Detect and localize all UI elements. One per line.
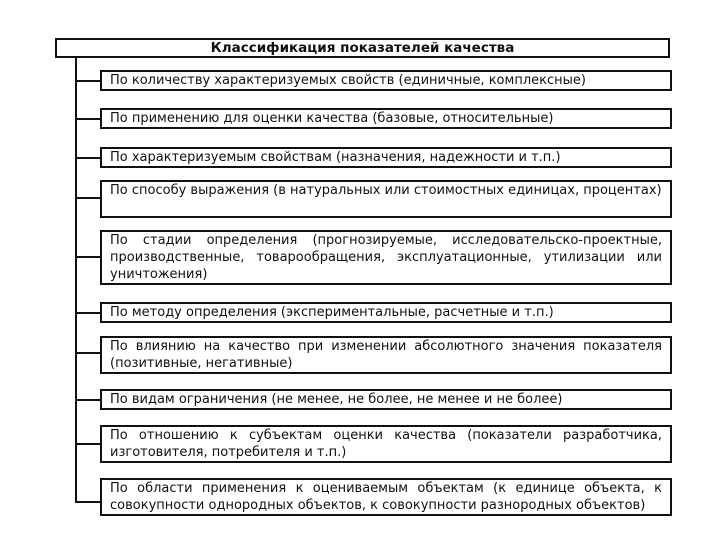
- connector-trunk: [75, 58, 77, 503]
- connector: [75, 197, 100, 199]
- connector: [75, 399, 100, 401]
- connector: [75, 312, 100, 314]
- connector: [75, 352, 100, 354]
- connector: [75, 157, 100, 159]
- connector: [75, 118, 100, 120]
- connector: [75, 501, 100, 503]
- category-box: По отношению к субъектам оценки качества (показатели разработчика, изготовителя, потребителя и т.п.): [100, 425, 672, 463]
- connector: [75, 256, 100, 258]
- category-box: По влиянию на качество при изменении абсолютного значения показателя (позитивные, негативные): [100, 336, 672, 374]
- category-box: По способу выражения (в натуральных или стоимостных единицах, процентах): [100, 180, 672, 218]
- category-box: По характеризуемым свойствам (назначения, надежности и т.п.): [100, 147, 672, 168]
- connector: [75, 443, 100, 445]
- connector: [75, 80, 100, 82]
- category-box: По методу определения (экспериментальные, расчетные и т.п.): [100, 302, 672, 323]
- category-box: По области применения к оцениваемым объектам (к единице объекта, к совокупности однородных объектов, к совокупности разнородных объектов): [100, 478, 672, 516]
- diagram-title: Классификация показателей качества: [55, 38, 670, 58]
- category-box: По применению для оценки качества (базовые, относительные): [100, 108, 672, 129]
- category-box: По стадии определения (прогнозируемые, исследовательско-проектные, производственные, товарообращения, эксплуатационные, утилизации или уничтожения): [100, 230, 672, 285]
- category-box: По количеству характеризуемых свойств (единичные, комплексные): [100, 70, 672, 91]
- category-box: По видам ограничения (не менее, не более, не менее и не более): [100, 389, 672, 410]
